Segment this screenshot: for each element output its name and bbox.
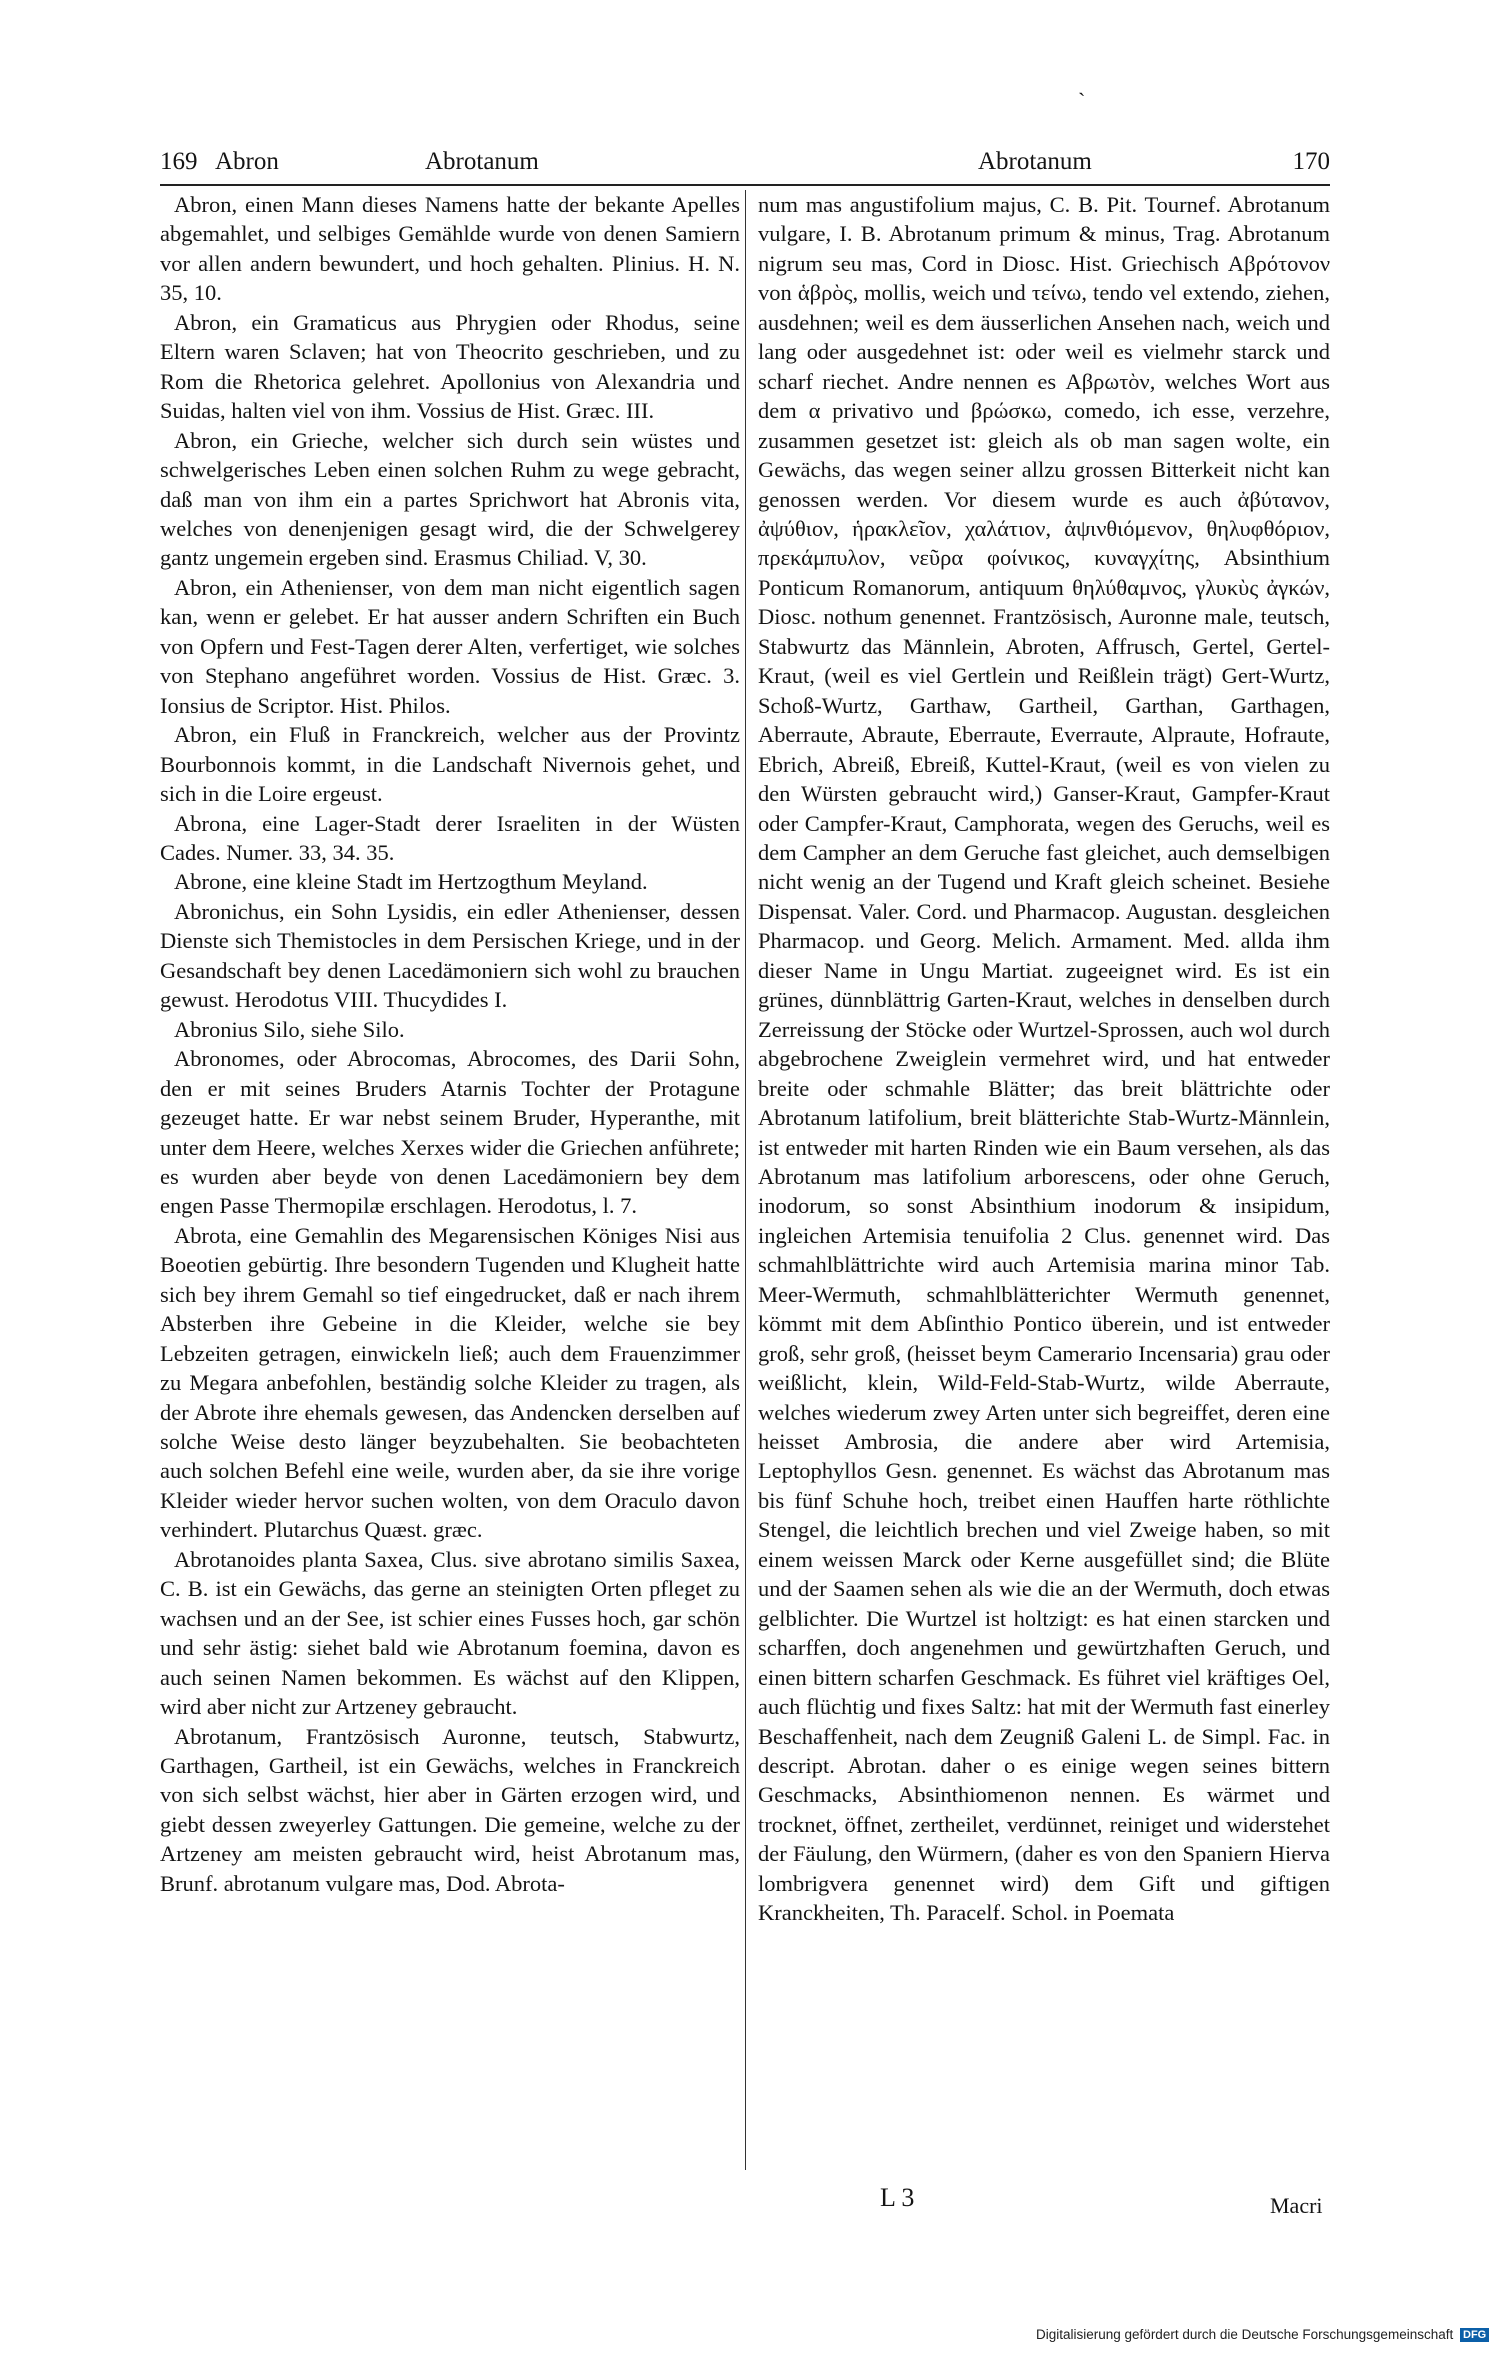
entry-paragraph: Abron, ein Athenienser, von dem man nicht eigentlich sagen kan, wenn er gelebet. Er hat ausser andern Schriften ein Buch von Opfern und Fest-Tagen derer Alten, verfertiget, wie solches von Stephano angeführet worden. Vossius de Hist. Græc. 3. Ionsius de Scriptor. Hist. Philos. — [160, 574, 740, 718]
entry-paragraph: Abrotanum, Frantzösisch Auronne, teutsch, Stabwurtz, Garthagen, Gartheil, ist ein Gewächs, welches in Franckreich von sich selbst wächst, hier aber in Gärten erzogen wird, und giebt dessen zweyerley Gattungen. Die gemeine, welche zu der Artzeney am meisten gebraucht wird, heist Abrotanum mas, Brunf. abrotanum vulgare mas, Dod. Abrota- — [160, 1723, 740, 1896]
catchword: Macri — [1270, 2193, 1323, 2218]
page-number-right: 170 — [1292, 148, 1330, 175]
entry-paragraph: Abron, ein Fluß in Franckreich, welcher aus der Provintz Bourbonnois kommt, in die Landschaft Nivernois gehet, und sich in die Loire ergeust. — [160, 722, 740, 807]
entry-paragraph: Abronomes, oder Abrocomas, Abrocomes, des Darii Sohn, den er mit seines Bruders Atarnis Tochter der Protagune gezeuget hatte. Er war nebst seinem Bruder, Hyperanthe, mit unter dem Heere, welches Xerxes wider die Griechen anführete; es wurden aber beyde von denen Lacedämoniern bey dem engen Passe Thermopilæ erschlagen. Herodotus, l. 7. — [160, 1046, 740, 1219]
header-rule — [160, 184, 1330, 186]
entry-paragraph: Abrona, eine Lager-Stadt derer Israeliten in der Wüsten Cades. Numer. 33, 34. 35. — [160, 810, 740, 865]
dfg-logo: DFG — [1460, 2328, 1489, 2342]
entry-paragraph: Abron, ein Gramaticus aus Phrygien oder Rhodus, seine Eltern waren Sclaven; hat von Theocrito geschrieben, und zu Rom die Rhetorica gelehret. Apollonius von Alexandria und Suidas, halten viel von ihm. Vossius de Hist. Græc. III. — [160, 309, 740, 424]
entry-paragraph: Abron, ein Grieche, welcher sich durch sein wüstes und schwelgerisches Leben einen solchen Ruhm zu wege gebracht, daß man von ihm ein a partes Sprichwort hat Abronis vita, welches von denenjenigen gesagt wird, die der Schwelgerey gantz ungemein ergeben sind. Erasmus Chiliad. V, 30. — [160, 427, 740, 571]
entry-paragraph: Abron, einen Mann dieses Namens hatte der bekante Apelles abgemahlet, und selbiges Gemählde wurde von denen Samiern vor allen andern bewundert, und hoch gehalten. Plinius. H. N. 35, 10. — [160, 192, 740, 306]
running-header — [160, 148, 1330, 182]
digitization-credit — [1036, 2327, 1489, 2342]
entry-paragraph: num mas angustifolium majus, C. B. Pit. Tournef. Abrotanum vulgare, I. B. Abrotanum primum & minus, Trag. Abrotanum nigrum seu mas, Cord in Diosc. Hist. Griechisch Αβρότονον von ἁβρὸς, mollis, weich und τείνω, tendo vel extendo, ziehen, ausdehnen; weil es dem äusserlichen Ansehen nach, weich und lang oder ausgedehnet ist: oder weil es vielmehr starck und scharf riechet. Andre nennen es Αβρωτὸν, welches Wort aus dem α privativo und βρώσκω, comedo, ich esse, verzehre, zusammen gesetzet ist: gleich als ob man sagen wolte, ein Gewächs, das wegen seiner allzu grossen Bitterkeit nicht kan genossen werden. Vor diesem wurde es auch ἀβύτανον, ἀψύθιον, ἡρακλεῖον, χαλάτιον, ἀψινθιόμενον, θηλυφθόριον, πρεκάμπυλον, νεῦρα φοίνικος, κυναγχίτης, Absinthium Ponticum Romanorum, antiquum θηλύθαμνος, γλυκὺς ἀγκών, Diosc. nothum genennet. Frantzösisch, Auronne male, teutsch, Stabwurtz das Männlein, Abroten, Affrusch, Gertel, Gertel-Kraut, (weil es viel Gertlein und Reißlein trägt) Gert-Wurtz, Schoß-Wurtz, Garthaw, Gartheil, Garthan, Garthagen, Aberraute, Abraute, Eberraute, Everraute, Alpraute, Hofraute, Ebrich, Abreiß, Ebreiß, Kuttel-Kraut, (weil es von vielen zu den Würsten gebraucht wird,) Ganser-Kraut, Gampfer-Kraut oder Campfer-Kraut, Camphorata, wegen des Geruchs, weil es dem Campher an dem Geruche fast gleichet, auch demselbigen nicht wenig an der Tugend und Kraft gleich scheinet. Besiehe Dispensat. Valer. Cord. und Pharmacop. Augustan. desgleichen Pharmacop. und Georg. Melich. Armament. Med. allda ihm dieser Name in Ungu Martiat. zugeeignet wird. Es ist ein grünes, dünnblättrig Garten-Kraut, welches in denselben durch Zerreissung der Stöcke oder Wurtzel-Sprossen, auch wol durch abgebrochene Zweiglein vermehret wird, und hat entweder breite oder schmahle Blätter; das breit blättrichte oder Abrotanum latifolium, breit blätterichte Stab-Wurtz-Männlein, ist entweder mit harten Rinden wie ein Baum versehen, als das Abrotanum mas latifolium arborescens, oder ohne Geruch, inodorum, so sonst Absinthium inodorum & insipidum, ingleichen Artemisia tenuifolia 2 Clus. genennet wird. Das schmahlblättrichte wird auch Artemisia marina minor Tab. Meer-Wermuth, schmahlblätterichter Wermuth genennet, kömmt mit dem Abſinthio Pontico überein, und ist entweder groß, sehr groß, (heisset beym Camerario Incensaria) grau oder weißlicht, klein, Wild-Feld-Stab-Wurtz, wilde Aberraute, welches wiederum zwey Arten unter sich begreiffet, deren eine heisset Ambrosia, die andere aber wird Artemisia, Leptophyllos Gesn. genennet. Es wächst das Abrotanum mas bis fünf Schuhe hoch, treibet einen Hauffen harte röthlichte Stengel, die leichtlich brechen und viel Zweige haben, so mit einem weissen Marck oder Kerne ausgefüllet sind; die Blüte und der Saamen sehen als wie die an der Wermuth, doch etwas gelblichter. Die Wurtzel ist holtzigt: es hat einen starcken und scharffen, doch angenehmen und gewürtzhaften Geruch, und einen bittern scharfen Geschmack. Es führet viel kräftiges Oel, auch flüchtig und fixes Saltz: hat mit der Wermuth fast einerley Beschaffenheit, nach dem Zeugniß Galeni L. de Simpl. Fac. in descript. Abrotan. daher o es einige wegen seines bittern Geschmacks, Absinthiomenon nennen. Es wärmet und trocknet, öffnet, zertheilet, verdünnet, reiniget und widerstehet der Fäulung, den Würmern, (daher es von den Spaniern Hierva lombrigvera genennet wird) dem Gift und giftigen Kranckheiten, Th. Paracelf. Schol. in Poemata — [758, 192, 1330, 1926]
entry-paragraph: Abrone, eine kleine Stadt im Hertzogthum Meyland. — [174, 869, 648, 895]
entry-paragraph: Abronius Silo, siehe Silo. — [174, 1016, 405, 1042]
header-keyword-left: Abron — [215, 148, 279, 175]
entry-paragraph: Abronichus, ein Sohn Lysidis, ein edler Athenienser, dessen Dienste sich Themistocles in dem Persischen Kriege, und in der Gesandschaft bey denen Lacedämoniern sich wohl zu brauchen gewust. Herodotus VIII. Thucydides I. — [160, 898, 740, 1013]
credit-text: Digitalisierung gefördert durch die Deutsche Forschungsgemeinschaft — [1036, 2327, 1454, 2342]
right-column — [758, 190, 1330, 1928]
header-keyword-center-right: Abrotanum — [978, 148, 1092, 175]
left-column — [160, 190, 740, 1898]
column-divider — [745, 190, 746, 2170]
signature-mark: L 3 — [880, 2183, 915, 2212]
top-mark: ` — [1078, 88, 1086, 113]
entry-paragraph: Abrotanoides planta Saxea, Clus. sive abrotano similis Saxea, C. B. ist ein Gewächs, das gerne an steinigten Orten pfleget zu wachsen und an der See, ist schier eines Fusses hoch, gar schön und sehr ästig: siehet bald wie Abrotanum foemina, davon es auch seinen Namen bekommen. Es wächst auf den Klippen, wird aber nicht zur Artzeney gebraucht. — [160, 1546, 740, 1720]
entry-paragraph: Abrota, eine Gemahlin des Megarensischen Königes Nisi aus Boeotien gebürtig. Ihre besondern Tugenden und Klugheit hatte sich bey ihrem Gemahl so tief eingedrucket, daß er nach ihrem Absterben ihre Gebeine in die Kleider, welche sie bey Lebzeiten getragen, einwickeln ließ; auch dem Frauenzimmer zu Megara anbefohlen, beständig solche Kleider zu tragen, als der Abrote ihre ehemals gewesen, das Andencken derselben auf solche Weise desto länger beyzubehalten. Sie beobachteten auch solchen Befehl eine weile, wurden aber, da sie ihre vorige Kleider wieder hervor suchen wolten, von dem Oraculo davon verhindert. Plutarchus Quæst. græc. — [160, 1222, 740, 1543]
page-number-left: 169 — [160, 148, 198, 175]
header-keyword-center-left: Abrotanum — [425, 148, 539, 175]
